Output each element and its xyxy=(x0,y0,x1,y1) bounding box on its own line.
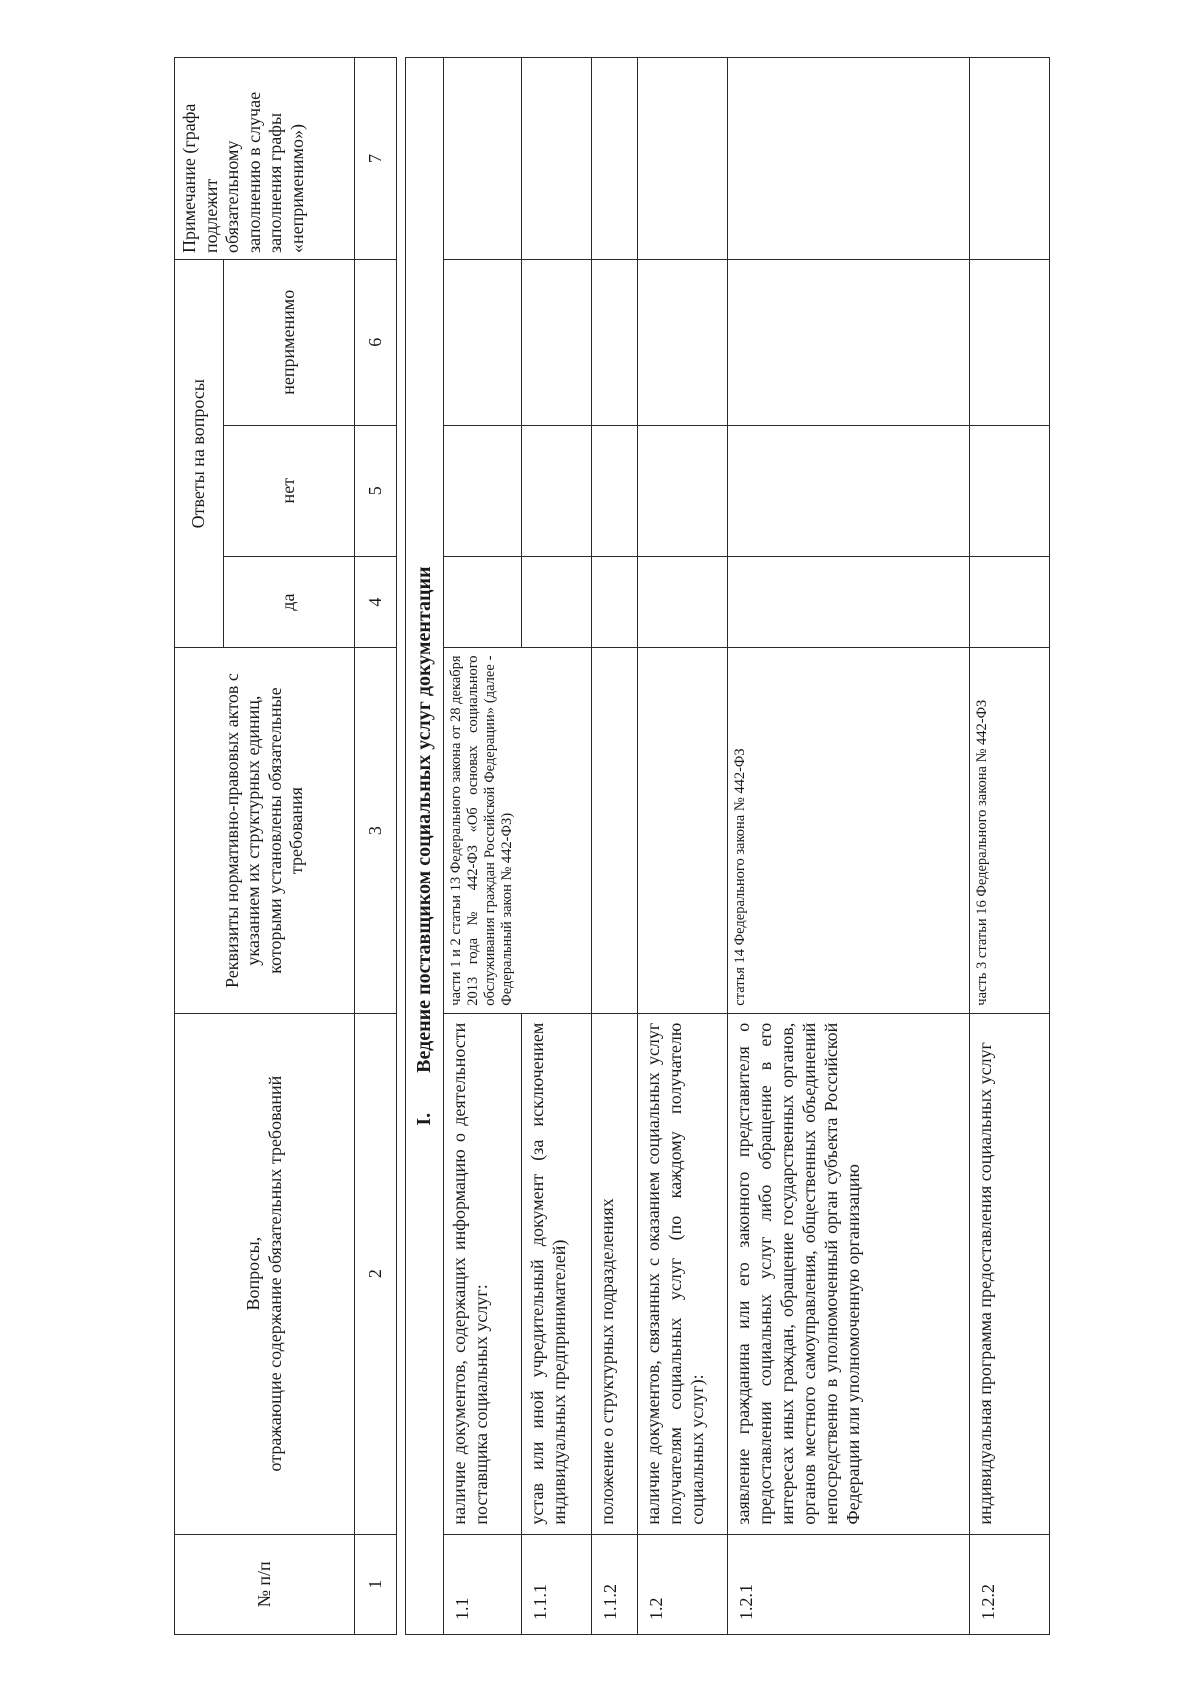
header-row xyxy=(175,58,224,1635)
column-number: 4 xyxy=(355,556,397,648)
column-number: 7 xyxy=(355,58,397,260)
table-row xyxy=(728,58,970,1635)
answer-yes-cell xyxy=(522,556,592,648)
row-reference: части 1 и 2 статьи 13 Федерального закона от 28 декабря 2013 года № 442-ФЗ «Об основах социального обслуживания граждан Российской Федерации» (далее - Федеральный закон № 442-ФЗ) xyxy=(444,648,592,1013)
row-reference xyxy=(592,648,638,1013)
header-questions: Вопросы, отражающие содержание обязательных требований xyxy=(175,1013,355,1534)
row-number: 1.1 xyxy=(444,1534,522,1634)
header-answers: Ответы на вопросы xyxy=(175,259,224,647)
header-refs: Реквизиты нормативно-правовых актов с указанием их структурных единиц, которыми установлены обязательные требования xyxy=(175,648,355,1013)
answer-na-cell xyxy=(638,259,728,425)
section-title: I. Ведение поставщиком социальных услуг документации xyxy=(406,58,444,1635)
header-yes: да xyxy=(224,556,355,648)
answer-na-cell xyxy=(592,259,638,425)
row-number: 1.1.2 xyxy=(592,1534,638,1634)
row-number: 1.1.1 xyxy=(522,1534,592,1634)
answer-yes-cell xyxy=(728,556,970,648)
row-question: заявление гражданина или его законного представителя о предоставлении социальных услуг либо обращение в его интересах иных граждан, обращение государственных органов, органов местного самоуправления, общественных объединений непосредственно в уполномоченный орган субъекта Российской Федерации или уполномоченную организацию xyxy=(728,1013,970,1534)
column-number: 5 xyxy=(355,425,397,556)
column-number-row xyxy=(355,58,397,1635)
answer-no-cell xyxy=(444,425,522,556)
header-na: неприменимо xyxy=(224,259,355,425)
answer-yes-cell xyxy=(444,556,522,648)
row-question: наличие документов, содержащих информацию о деятельности поставщика социальных услуг: xyxy=(444,1013,522,1534)
answer-na-cell xyxy=(522,259,592,425)
note-cell xyxy=(970,58,1050,260)
row-reference xyxy=(638,648,728,1013)
answer-no-cell xyxy=(592,425,638,556)
note-cell xyxy=(592,58,638,260)
row-number: 1.2.2 xyxy=(970,1534,1050,1634)
row-number: 1.2 xyxy=(638,1534,728,1634)
row-reference: часть 3 статьи 16 Федерального закона № 442-ФЗ xyxy=(970,648,1050,1013)
row-question: индивидуальная программа предоставления социальных услуг xyxy=(970,1013,1050,1534)
header-num: № п/п xyxy=(175,1534,355,1634)
table-row xyxy=(444,58,522,1635)
answer-yes-cell xyxy=(970,556,1050,648)
answer-no-cell xyxy=(728,425,970,556)
row-question: устав или иной учредительный документ (за исключением индивидуальных предпринимателей) xyxy=(522,1013,592,1534)
column-number: 1 xyxy=(355,1534,397,1634)
row-reference: статья 14 Федерального закона № 442-ФЗ xyxy=(728,648,970,1013)
table-row xyxy=(970,58,1050,1635)
table-row xyxy=(592,58,638,1635)
row-question: положение о структурных подразделениях xyxy=(592,1013,638,1534)
answer-yes-cell xyxy=(592,556,638,648)
header-no: нет xyxy=(224,425,355,556)
note-cell xyxy=(728,58,970,260)
spacer-row xyxy=(397,58,406,1635)
answer-yes-cell xyxy=(638,556,728,648)
answer-na-cell xyxy=(970,259,1050,425)
table-row xyxy=(638,58,728,1635)
note-cell xyxy=(522,58,592,260)
column-number: 3 xyxy=(355,648,397,1013)
row-question: наличие документов, связанных с оказанием социальных услуг получателям социальных услуг (по каждому получателю социальных услуг): xyxy=(638,1013,728,1534)
column-number: 6 xyxy=(355,259,397,425)
answer-na-cell xyxy=(728,259,970,425)
requirements-table xyxy=(174,57,1050,1635)
header-note: Примечание (графа подлежит обязательному заполнению в случае заполнения графы «неприменимо») xyxy=(175,58,355,260)
note-cell xyxy=(638,58,728,260)
answer-na-cell xyxy=(444,259,522,425)
answer-no-cell xyxy=(970,425,1050,556)
section-row xyxy=(406,58,444,1635)
row-number: 1.2.1 xyxy=(728,1534,970,1634)
column-number: 2 xyxy=(355,1013,397,1534)
note-cell xyxy=(444,58,522,260)
answer-no-cell xyxy=(522,425,592,556)
answer-no-cell xyxy=(638,425,728,556)
